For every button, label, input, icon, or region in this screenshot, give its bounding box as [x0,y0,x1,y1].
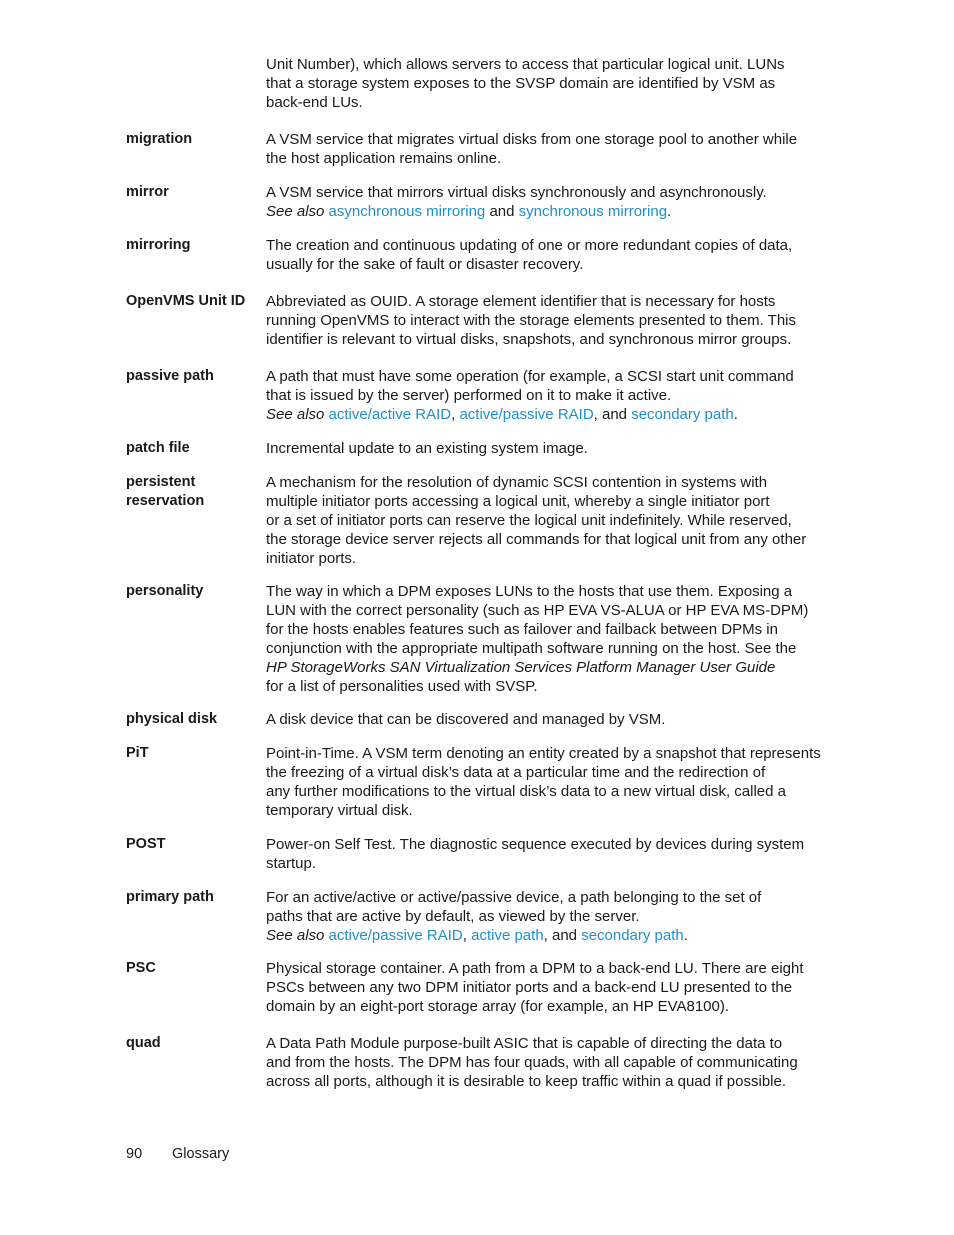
definition-line [266,255,806,274]
glossary-definition [266,1034,806,1091]
glossary-term [126,710,261,729]
definition-line [266,763,806,782]
definition-line [266,888,806,907]
glossary-term [126,582,261,601]
definition-line [266,710,806,729]
definition-line [266,601,809,620]
text-run: identifier is relevant to virtual disks, snapshots, and synchronous mirror groups. [266,331,792,348]
definition-line [266,997,806,1016]
text-run: the freezing of a virtual disk’s data at a particular time and the redirection of [266,764,766,781]
definition-line [266,55,806,74]
italic-text: HP StorageWorks SAN Virtualization Services Platform Manager User Guide [266,659,776,676]
text-run: and from the hosts. The DPM has four quads, with all capable of communicating [266,1054,798,1071]
glossary-definition [266,183,806,221]
definition-line [266,639,806,658]
text-run: Point-in-Time. A VSM term denoting an entity created by a snapshot that represents [266,745,821,762]
text-run: startup. [266,855,317,872]
term-line: passive path [126,368,214,384]
text-run: A VSM service that migrates virtual disks from one storage pool to another while [266,131,798,148]
glossary-definition [266,582,809,696]
text-run: for the hosts enables features such as failover and failback between DPMs in [266,621,778,638]
term-line: quad [126,1035,161,1051]
glossary-term [126,835,261,854]
glossary-definition [266,959,806,1016]
definition-line [266,311,806,330]
definition-line [266,1034,806,1053]
text-run: A path that must have some operation (for example, a SCSI start unit command [266,368,794,385]
glossary-definition [266,130,806,168]
text-run: for a list of personalities used with SVSP. [266,678,538,695]
term-line: POST [126,836,166,852]
glossary-term [126,236,261,255]
definition-line [266,978,806,997]
definition-line [266,74,806,93]
italic-text: See also [266,203,325,220]
definition-line [266,549,806,568]
text-run: running OpenVMS to interact with the storage elements presented to them. This [266,312,797,329]
text-run: that a storage system exposes to the SVSP domain are identified by VSM as [266,75,776,92]
term-line: mirroring [126,237,191,253]
text-run: A Data Path Module purpose-built ASIC that is capable of directing the data to [266,1035,783,1052]
definition-line [266,292,806,311]
definition-line [266,926,806,945]
glossary-definition [266,55,806,112]
text-run: . [733,406,738,423]
glossary-term [126,1034,261,1053]
glossary-definition [266,835,806,873]
term-line: primary path [126,889,214,905]
glossary-definition [266,710,806,729]
term-line: mirror [126,184,169,200]
definition-line [266,183,806,202]
cross-reference-link[interactable]: secondary path [581,927,684,944]
text-run: , [462,927,472,944]
glossary-definition [266,744,821,820]
definition-line [266,907,806,926]
glossary-term [126,473,261,511]
term-line: reservation [126,493,205,509]
cross-reference-link[interactable]: active/active RAID [328,406,452,423]
text-run: For an active/active or active/passive device, a path belonging to the set of [266,889,762,906]
definition-line [266,1072,806,1091]
text-run: usually for the sake of fault or disaster recovery. [266,256,584,273]
italic-text: See also [266,927,325,944]
definition-line [266,782,806,801]
text-run: A VSM service that mirrors virtual disks synchronously and asynchronously. [266,184,767,201]
definition-line [266,854,806,873]
definition-line [266,130,806,149]
page-number: 90 [126,1146,143,1162]
term-line: PSC [126,960,156,976]
text-run: , [451,406,460,423]
text-run: conjunction with the appropriate multipath software running on the host. See the [266,640,797,657]
definition-line [266,620,806,639]
glossary-term [126,130,261,149]
cross-reference-link[interactable]: active/passive RAID [459,406,594,423]
definition-line [266,202,806,221]
text-run: A mechanism for the resolution of dynamic SCSI contention in systems with [266,474,768,491]
definition-line [266,1053,806,1072]
text-run: across all ports, although it is desirable to keep traffic within a quad if possible. [266,1073,787,1090]
term-line: persistent [126,474,196,490]
term-line: patch file [126,440,190,456]
term-line: physical disk [126,711,218,727]
cross-reference-link[interactable]: synchronous mirroring [518,203,668,220]
definition-line [266,473,806,492]
text-run: the storage device server rejects all commands for that logical unit from any other [266,531,807,548]
cross-reference-link[interactable]: active path [471,927,544,944]
text-run: LUN with the correct personality (such as HP EVA VS-ALUA or HP EVA MS-DPM) [266,602,809,619]
definition-line [266,744,821,763]
definition-line [266,149,806,168]
glossary-definition [266,236,806,274]
text-run: paths that are active by default, as viewed by the server. [266,908,640,925]
glossary-term [126,367,261,386]
text-run: The creation and continuous updating of one or more redundant copies of data, [266,237,793,254]
definition-line [266,439,806,458]
glossary-term [126,744,261,763]
definition-line [266,677,806,696]
text-run: the host application remains online. [266,150,502,167]
glossary-term [126,959,261,978]
definition-line [266,582,806,601]
italic-text: See also [266,406,325,423]
glossary-definition [266,473,806,568]
definition-line [266,93,806,112]
glossary-term [126,439,261,458]
glossary-definition [266,292,806,349]
glossary-definition [266,367,806,424]
text-run: Power-on Self Test. The diagnostic sequence executed by devices during system [266,836,805,853]
text-run: Unit Number), which allows servers to access that particular logical unit. LUNs [266,56,785,73]
term-line: migration [126,131,193,147]
text-run: PSCs between any two DPM initiator ports and a back-end LU presented to the [266,979,793,996]
glossary-term [126,888,261,907]
definition-line [266,386,806,405]
text-run: initiator ports. [266,550,357,567]
text-run: multiple initiator ports accessing a logical unit, whereby a single initiator port [266,493,770,510]
definition-line [266,492,806,511]
text-run: and [485,203,519,220]
term-line: OpenVMS Unit ID [126,293,246,309]
glossary-definition [266,439,806,458]
definition-line [266,658,806,677]
term-line: PiT [126,745,149,761]
definition-line [266,835,806,854]
cross-reference-link[interactable]: asynchronous mirroring [328,203,486,220]
footer-section-title: Glossary [172,1146,230,1162]
text-run: any further modifications to the virtual disk’s data to a new virtual disk, called a [266,783,786,800]
glossary-definition [266,888,806,945]
text-run: that is issued by the server) performed on it to make it active. [266,387,672,404]
cross-reference-link[interactable]: secondary path [631,406,734,423]
text-run: back-end LUs. [266,94,363,111]
text-run: domain by an eight-port storage array (for example, an HP EVA8100). [266,998,730,1015]
definition-line [266,530,806,549]
term-line: personality [126,583,204,599]
definition-line [266,405,806,424]
text-run: , and [593,406,632,423]
glossary-term [126,292,261,311]
text-run: or a set of initiator ports can reserve the logical unit indefinitely. While reserved, [266,512,792,529]
definition-line [266,367,806,386]
definition-line [266,236,806,255]
definition-line [266,959,806,978]
text-run: temporary virtual disk. [266,802,413,819]
text-run: , and [543,927,582,944]
definition-line [266,801,806,820]
cross-reference-link[interactable]: active/passive RAID [328,927,463,944]
glossary-term [126,183,261,202]
text-run: A disk device that can be discovered and managed by VSM. [266,711,666,728]
text-run: . [683,927,688,944]
definition-line [266,511,806,530]
text-run: Abbreviated as OUID. A storage element identifier that is necessary for hosts [266,293,776,310]
text-run: . [667,203,672,220]
text-run: Incremental update to an existing system image. [266,440,588,457]
text-run: The way in which a DPM exposes LUNs to the hosts that use them. Exposing a [266,583,793,600]
definition-line [266,330,806,349]
text-run: Physical storage container. A path from a DPM to a back-end LU. There are eight [266,960,804,977]
